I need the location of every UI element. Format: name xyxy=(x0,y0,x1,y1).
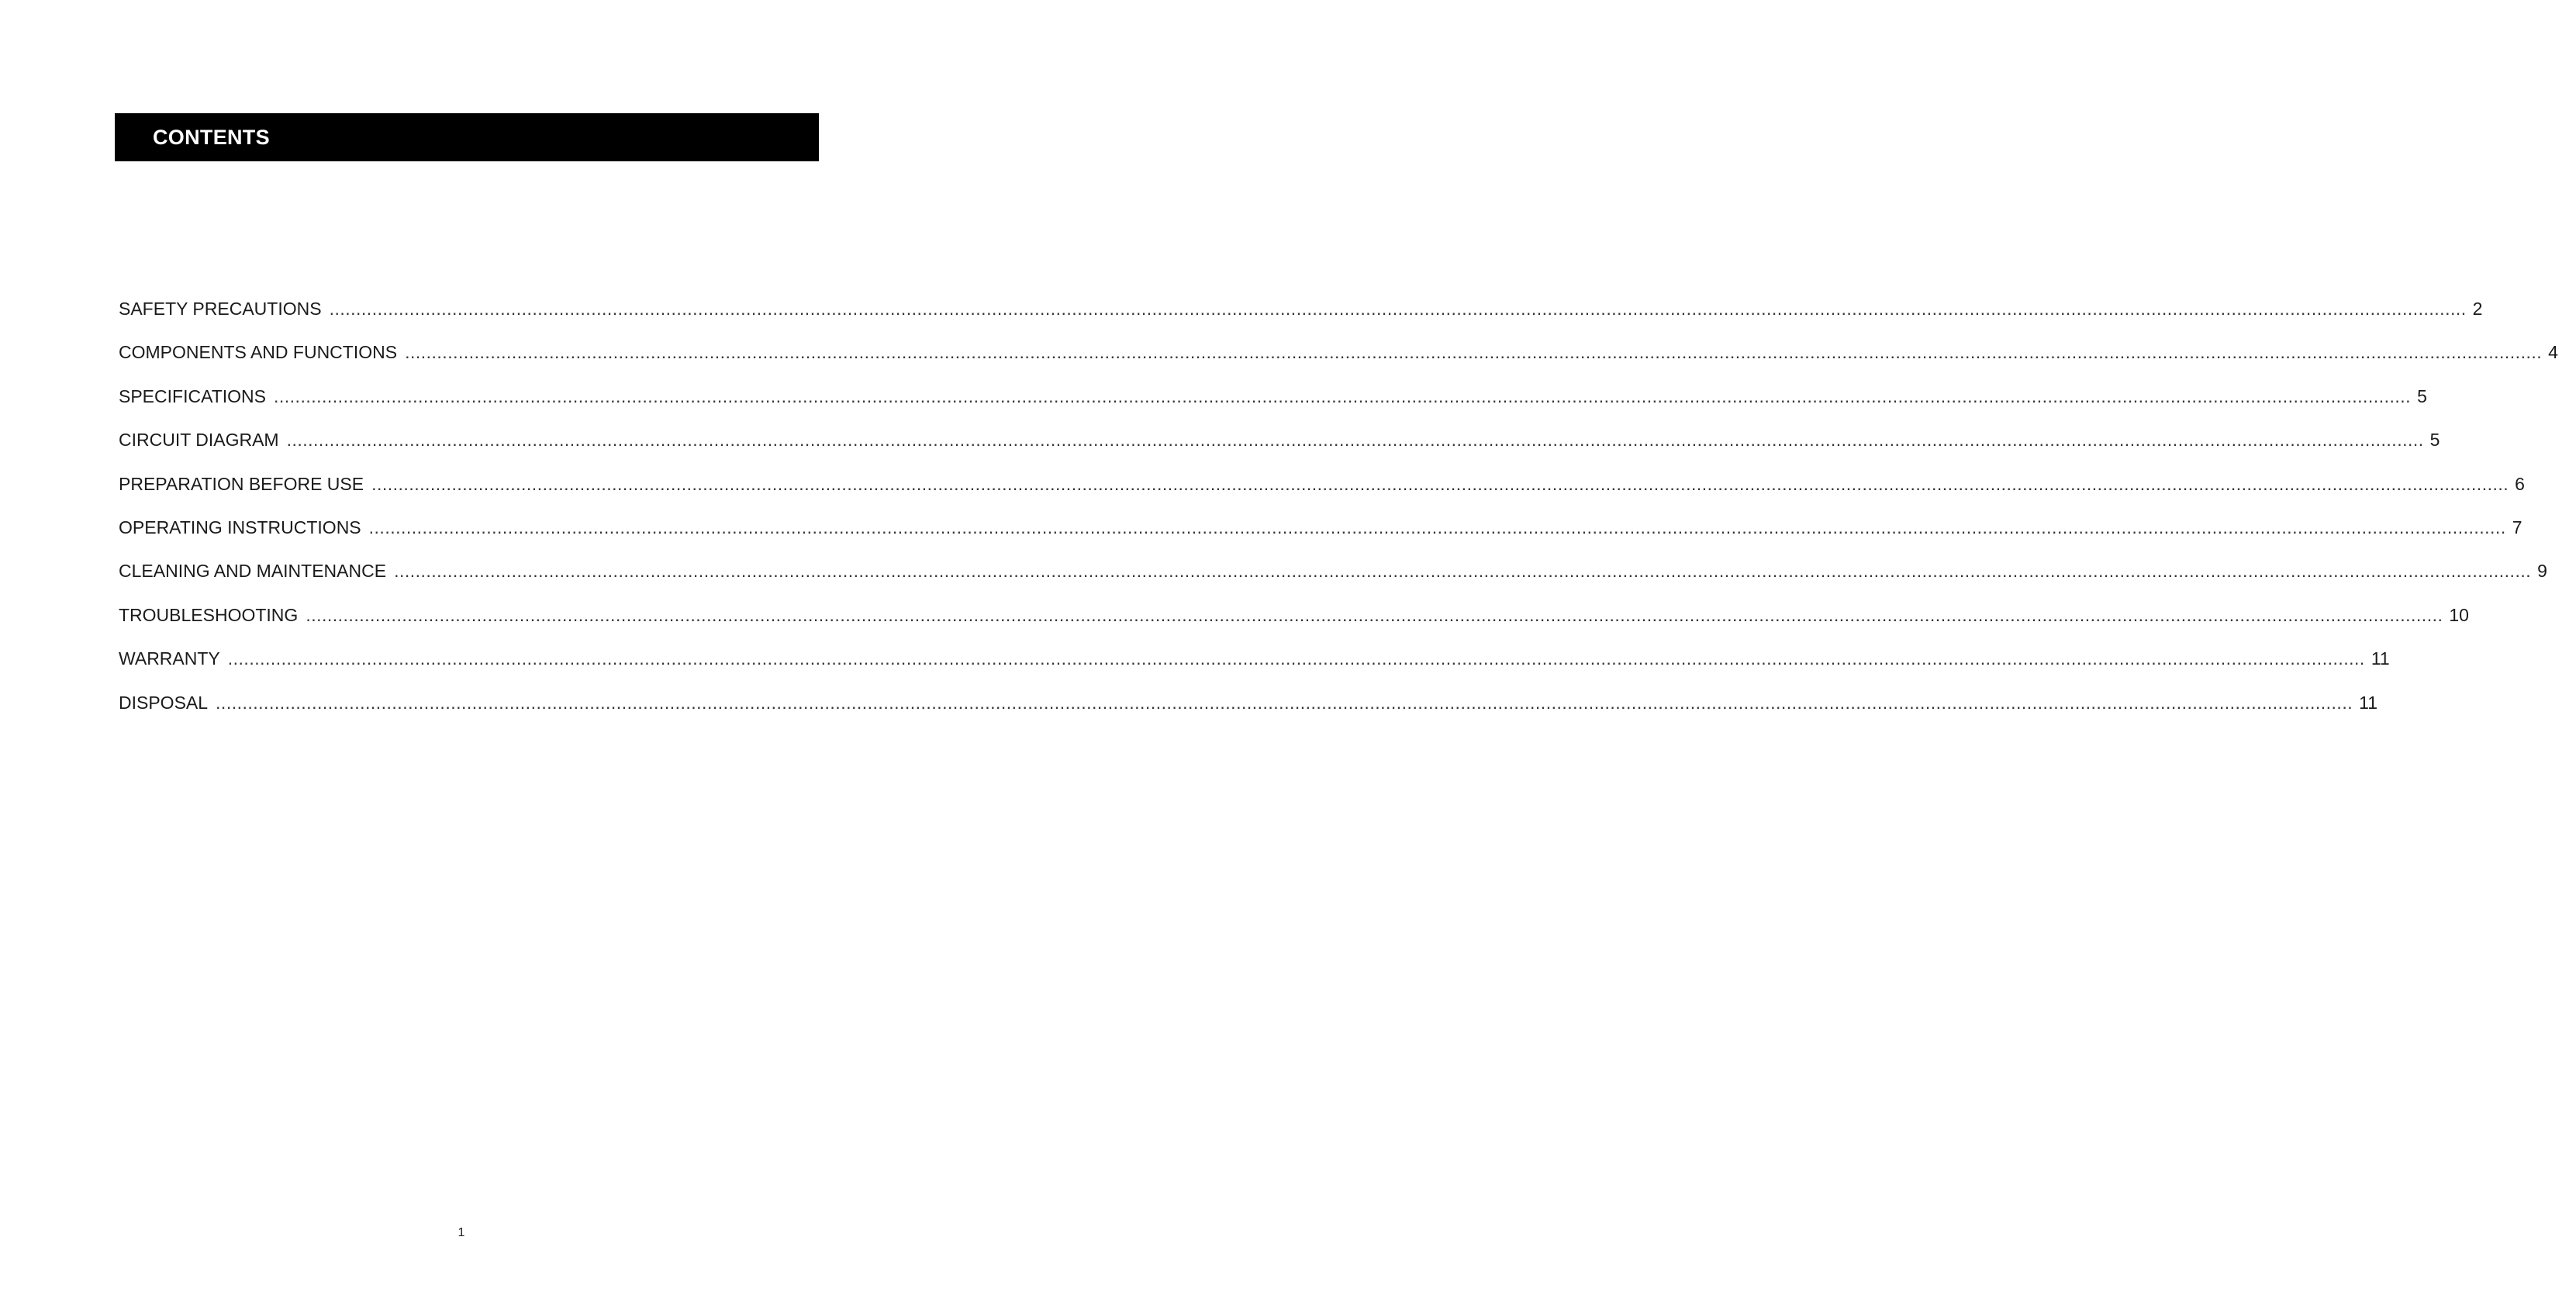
page-number: 1 xyxy=(458,1226,465,1239)
page-title: CONTENTS xyxy=(153,126,270,149)
toc-leader-dots: ................................................................................................................................................................................................................................................................................................................................................................................................................ xyxy=(286,430,2424,451)
toc-entry-title: CLEANING AND MAINTENANCE xyxy=(119,561,387,582)
toc-entry-page: 2 xyxy=(2472,299,2483,319)
toc-leader-dots: ................................................................................................................................................................................................................................................................................................................................................................................................................ xyxy=(227,648,2365,669)
toc-entry-operating-instructions[interactable] xyxy=(119,513,2522,557)
toc-leader-dots: ................................................................................................................................................................................................................................................................................................................................................................................................................ xyxy=(329,299,2467,319)
toc-entry-page: 5 xyxy=(2417,385,2427,406)
table-of-contents xyxy=(119,295,2558,732)
toc-leader-dots: ................................................................................................................................................................................................................................................................................................................................................................................................................ xyxy=(216,692,2353,713)
toc-entry-cleaning-and-maintenance[interactable] xyxy=(119,557,2547,600)
toc-entry-page: 10 xyxy=(2449,604,2469,625)
toc-entry-title: OPERATING INSTRUCTIONS xyxy=(119,517,361,537)
toc-leader-dots: ................................................................................................................................................................................................................................................................................................................................................................................................................ xyxy=(306,604,2443,625)
toc-leader-dots: ................................................................................................................................................................................................................................................................................................................................................................................................................ xyxy=(368,517,2506,537)
toc-entry-warranty[interactable] xyxy=(119,644,2390,688)
toc-entry-components-and-functions[interactable] xyxy=(119,338,2558,382)
toc-leader-dots: ................................................................................................................................................................................................................................................................................................................................................................................................................ xyxy=(371,473,2509,494)
toc-entry-title: SPECIFICATIONS xyxy=(119,385,266,406)
toc-entry-troubleshooting[interactable] xyxy=(119,601,2469,644)
toc-entry-safety-precautions[interactable] xyxy=(119,295,2483,338)
toc-entry-title: WARRANTY xyxy=(119,648,220,669)
toc-entry-title: CIRCUIT DIAGRAM xyxy=(119,430,279,451)
contents-header-bar xyxy=(115,113,819,161)
toc-entry-specifications[interactable] xyxy=(119,382,2427,426)
toc-entry-title: SAFETY PRECAUTIONS xyxy=(119,299,322,319)
toc-entry-page: 6 xyxy=(2515,473,2525,494)
toc-leader-dots: ................................................................................................................................................................................................................................................................................................................................................................................................................ xyxy=(274,385,2412,406)
toc-entry-page: 11 xyxy=(2371,648,2390,669)
toc-entry-circuit-diagram[interactable] xyxy=(119,426,2440,469)
toc-leader-dots: ................................................................................................................................................................................................................................................................................................................................................................................................................ xyxy=(394,561,2532,582)
toc-entry-page: 9 xyxy=(2537,561,2547,582)
toc-entry-preparation-before-use[interactable] xyxy=(119,470,2525,513)
toc-entry-title: PREPARATION BEFORE USE xyxy=(119,473,364,494)
toc-entry-title: DISPOSAL xyxy=(119,692,209,713)
toc-entry-disposal[interactable] xyxy=(119,689,2377,732)
toc-leader-dots: ................................................................................................................................................................................................................................................................................................................................................................................................................ xyxy=(405,342,2543,363)
toc-entry-title: TROUBLESHOOTING xyxy=(119,604,299,625)
toc-entry-page: 11 xyxy=(2359,692,2377,713)
toc-entry-page: 5 xyxy=(2429,430,2440,451)
toc-entry-page: 4 xyxy=(2548,342,2558,363)
toc-entry-page: 7 xyxy=(2512,517,2522,537)
toc-entry-title: COMPONENTS AND FUNCTIONS xyxy=(119,342,398,363)
